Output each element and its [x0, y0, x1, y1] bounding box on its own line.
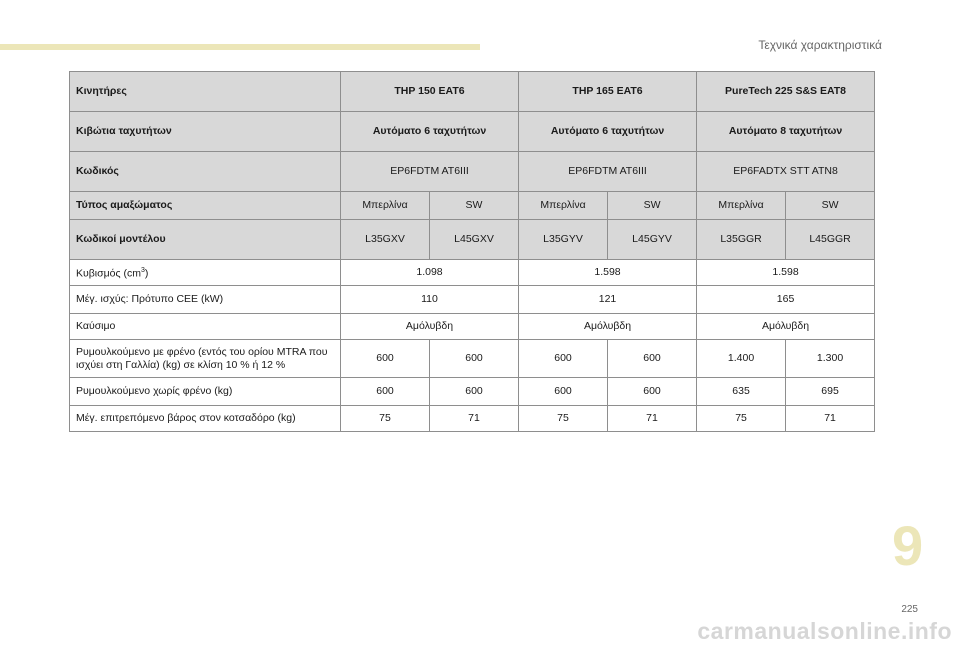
power-cell: 165: [697, 286, 875, 314]
superscript-3: 3: [140, 267, 145, 275]
body-type-cell: Μπερλίνα: [519, 192, 608, 220]
engine-cell: PureTech 225 S&S EAT8: [697, 72, 875, 112]
row-body-type: [70, 192, 875, 220]
roof-load-cell: 75: [519, 406, 608, 432]
displacement-label-end: ): [144, 267, 149, 280]
roof-load-cell: 71: [786, 406, 875, 432]
row-label: Μέγ. επιτρεπόμενο βάρος στον κοτσαδόρο (kg): [70, 406, 341, 432]
gearbox-cell: Αυτόματο 6 ταχυτήτων: [341, 112, 519, 152]
row-code: [70, 152, 875, 192]
displacement-label: Κυβισμός (cm: [76, 267, 141, 280]
unbraked-towing-cell: 600: [430, 378, 519, 406]
row-gearbox: [70, 112, 875, 152]
row-label: [70, 340, 341, 378]
power-cell: 110: [341, 286, 519, 314]
row-power: [70, 286, 875, 314]
row-label: Καύσιμο: [70, 314, 341, 340]
roof-load-cell: 71: [608, 406, 697, 432]
roof-load-cell: 75: [697, 406, 786, 432]
braked-towing-cell: 600: [341, 340, 430, 378]
unbraked-towing-cell: 635: [697, 378, 786, 406]
code-cell: EP6FDTM AT6III: [519, 152, 697, 192]
row-braked-towing: [70, 340, 875, 378]
braked-towing-cell: 1.400: [697, 340, 786, 378]
row-model-codes: [70, 220, 875, 260]
row-unbraked-towing: [70, 378, 875, 406]
braked-towing-cell: 1.300: [786, 340, 875, 378]
model-code-cell: L35GXV: [341, 220, 430, 260]
roof-load-cell: 71: [430, 406, 519, 432]
braked-towing-cell: 600: [608, 340, 697, 378]
row-label: Κινητήρες: [70, 72, 341, 112]
model-code-cell: L35GGR: [697, 220, 786, 260]
row-label: Κιβώτια ταχυτήτων: [70, 112, 341, 152]
gearbox-cell: Αυτόματο 8 ταχυτήτων: [697, 112, 875, 152]
body-type-cell: Μπερλίνα: [341, 192, 430, 220]
row-label: Τύπος αμαξώματος: [70, 192, 341, 220]
model-code-cell: L45GGR: [786, 220, 875, 260]
fuel-cell: Αμόλυβδη: [341, 314, 519, 340]
row-fuel: [70, 314, 875, 340]
row-label: Κωδικός: [70, 152, 341, 192]
unbraked-towing-cell: 600: [608, 378, 697, 406]
engine-cell: THP 150 EAT6: [341, 72, 519, 112]
row-roof-load: [70, 406, 875, 432]
model-code-cell: L45GYV: [608, 220, 697, 260]
body-type-cell: SW: [786, 192, 875, 220]
top-accent-bar: [0, 44, 480, 50]
code-cell: EP6FDTM AT6III: [341, 152, 519, 192]
braked-towing-label-line1: Ρυμουλκούμενο με φρένο (εντός του ορίου MTRA που: [76, 345, 328, 358]
row-label: [70, 260, 341, 286]
chapter-number: 9: [892, 514, 924, 577]
braked-towing-label-line2: ισχύει στη Γαλλία) (kg) σε κλίση 10 % ή 12 %: [76, 358, 286, 371]
gearbox-cell: Αυτόματο 6 ταχυτήτων: [519, 112, 697, 152]
body-type-cell: SW: [430, 192, 519, 220]
engine-cell: THP 165 EAT6: [519, 72, 697, 112]
row-displacement: [70, 260, 875, 286]
body-type-cell: Μπερλίνα: [697, 192, 786, 220]
page-number: 225: [901, 604, 918, 615]
row-label: Κωδικοί μοντέλου: [70, 220, 341, 260]
power-cell: 121: [519, 286, 697, 314]
spec-table: [69, 71, 875, 432]
fuel-cell: Αμόλυβδη: [697, 314, 875, 340]
displacement-cell: 1.598: [519, 260, 697, 286]
watermark: carmanualsonline.info: [697, 618, 952, 644]
code-cell: EP6FADTX STT ATN8: [697, 152, 875, 192]
unbraked-towing-cell: 600: [341, 378, 430, 406]
row-label: Ρυμουλκούμενο χωρίς φρένο (kg): [70, 378, 341, 406]
braked-towing-cell: 600: [519, 340, 608, 378]
section-title: Τεχνικά χαρακτηριστικά: [758, 38, 882, 52]
displacement-cell: 1.098: [341, 260, 519, 286]
fuel-cell: Αμόλυβδη: [519, 314, 697, 340]
row-label: Μέγ. ισχύς: Πρότυπο CEE (kW): [70, 286, 341, 314]
roof-load-cell: 75: [341, 406, 430, 432]
unbraked-towing-cell: 695: [786, 378, 875, 406]
unbraked-towing-cell: 600: [519, 378, 608, 406]
displacement-cell: 1.598: [697, 260, 875, 286]
row-engines: [70, 72, 875, 112]
model-code-cell: L45GXV: [430, 220, 519, 260]
body-type-cell: SW: [608, 192, 697, 220]
model-code-cell: L35GYV: [519, 220, 608, 260]
braked-towing-cell: 600: [430, 340, 519, 378]
